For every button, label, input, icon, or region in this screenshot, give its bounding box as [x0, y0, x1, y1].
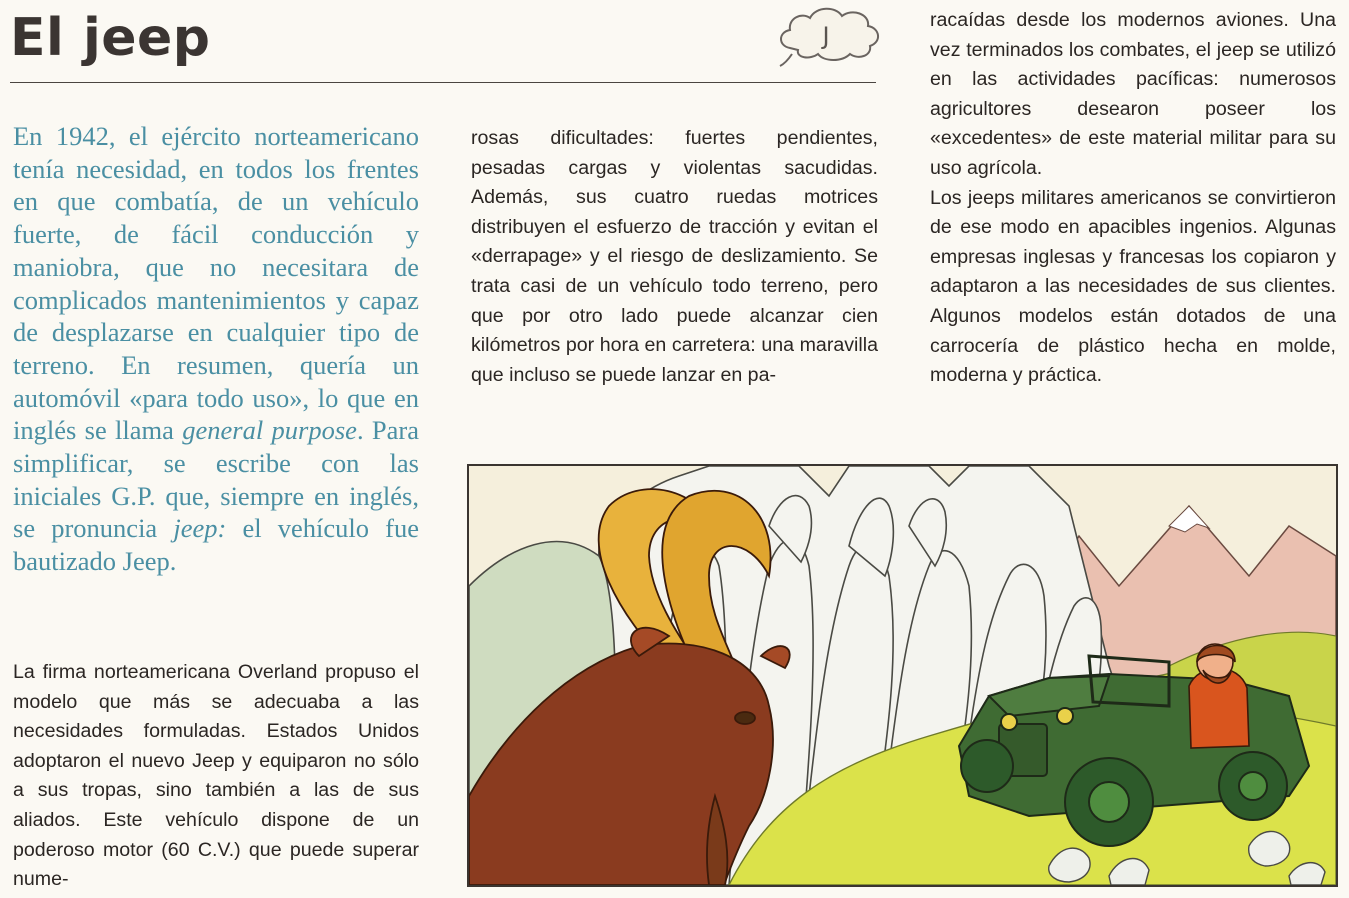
intro-text-1: En 1942, el ejército norteamericano tenía necesidad, en todos los frentes en que combatía, de un vehículo fuerte, de fácil conducción y maniobra, que no necesitara de complicados mantenimientos y capaz de desplazarse en cualquier tipo de terreno. En resumen, quería un automóvil «para todo uso», lo que en inglés se llama — [13, 121, 419, 446]
jeep-wheel-front-hub — [1089, 782, 1129, 822]
jeep-headlight-left — [1001, 714, 1017, 730]
ibex-eye — [735, 712, 755, 724]
title-rule — [10, 82, 876, 83]
column-2-text: rosas dificultades: fuertes pendientes, pesadas cargas y violentas sacudidas. Además, sus cuatro ruedas motrices distribuyen el esfuerzo de tracción y evitan el «derrapage» y el riesgo de deslizamiento. Se trata casi de un vehículo todo terreno, pero que por otro lado puede alcanzar cien kilómetros por hora en carretera: una maravilla que incluso se puede lanzar en pa- — [471, 127, 878, 386]
page-title: El jeep — [10, 8, 211, 68]
jeep-wheel-rear-hub — [1239, 772, 1267, 800]
intro-term-general-purpose: general purpose — [182, 415, 357, 446]
illustration-drawing — [469, 466, 1336, 885]
jeep-headlight-right — [1057, 708, 1073, 724]
column-1-text: La firma norteamericana Overland propuso el modelo que más se adecuaba a las necesidades formuladas. Estados Unidos adoptaron el nuevo Jeep y equiparon no sólo a sus tropas, sino también a las de sus aliados. Este vehículo dispone de un poderoso motor (60 C.V.) que puede superar nume- — [13, 661, 419, 891]
column-3 — [930, 6, 1336, 391]
intro-text-2: . Para simplificar, se escribe con las iniciales G.P. que, siempre en inglés, se pronuncia — [13, 415, 419, 544]
illustration-ibex-and-jeep — [467, 464, 1338, 887]
column-3-paragraph-1: racaídas desde los modernos aviones. Una vez terminados los combates, el jeep se utilizó en las actividades pacíficas: numerosos agricultores desearon poseer los «excedentes» de este material militar para su uso agrícola. — [930, 9, 1336, 179]
intro-paragraph — [13, 120, 419, 578]
column-3-paragraph-2: Los jeeps militares americanos se convirtieron de ese modo en apacibles ingenios. Algunas empresas inglesas y francesas los copiaron y adaptaron a las necesidades de sus clientes. Algunos modelos están dotados de una carrocería de plástico hecha en molde, moderna y práctica. — [930, 186, 1336, 387]
intro-term-jeep: jeep: — [173, 513, 227, 544]
cloud-tail — [780, 54, 792, 66]
cloud-letter-badge — [776, 4, 884, 68]
intro-text-3: el vehículo fue bautizado Jeep. — [13, 513, 419, 577]
jeep-wheel-side — [961, 740, 1013, 792]
badge-letter: J — [822, 22, 830, 50]
